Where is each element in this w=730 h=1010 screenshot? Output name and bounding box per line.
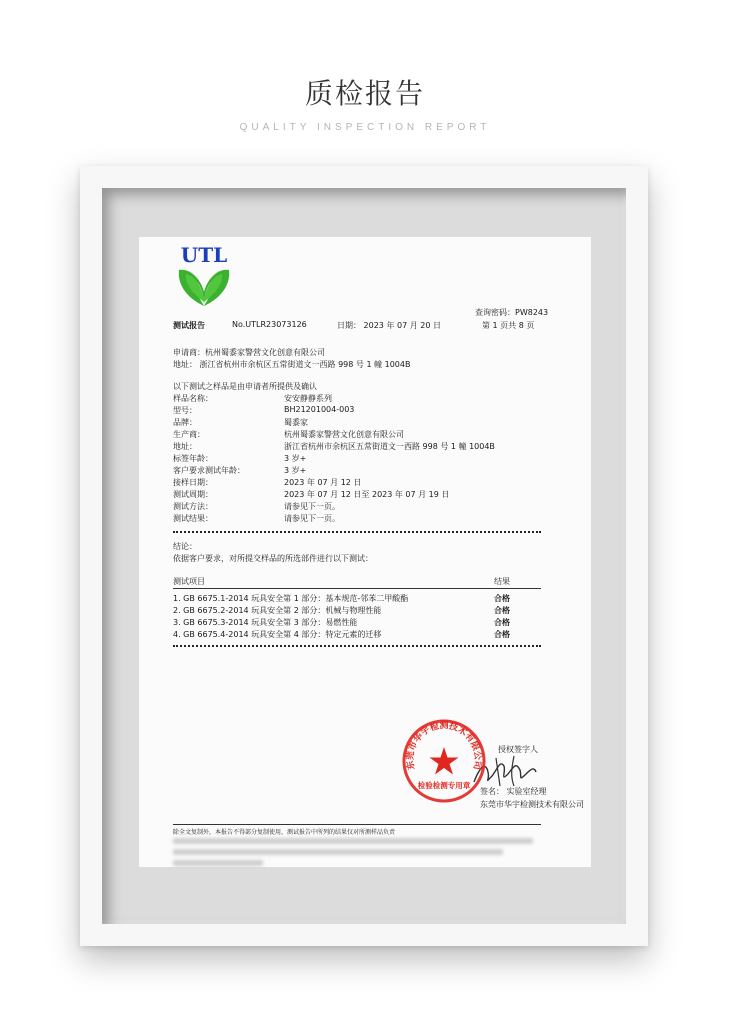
applicant-address: 地址： 浙江省杭州市余杭区五常街道文一西路 998 号 1 幢 1004B — [173, 360, 411, 369]
field-label: 测试结果： — [173, 514, 213, 523]
official-seal — [400, 717, 488, 805]
table-header-rule — [173, 588, 541, 589]
field-value: 安安静静系列 — [284, 394, 332, 403]
signer-role: 签名： 实验室经理 — [480, 787, 547, 796]
logo-text: UTL — [180, 243, 228, 267]
field-label: 测试方法： — [173, 502, 213, 511]
field-value: 杭州蜀黍家警营文化创意有限公司 — [284, 430, 404, 439]
seal-star-icon — [430, 747, 459, 775]
report-number: No.UTLR23073126 — [232, 320, 307, 329]
test-result: 合格 — [494, 606, 510, 615]
table-header-item: 测试项目 — [173, 577, 205, 586]
report-pages: 第 1 页共 8 页 — [482, 321, 535, 330]
field-value: BH21201004-003 — [284, 405, 355, 414]
field-label: 标签年龄： — [173, 454, 213, 463]
field-label: 测试周期： — [173, 490, 213, 499]
confirm-note: 以下测试之样品是由申请者所提供及确认 — [173, 382, 317, 391]
field-value: 蜀黍家 — [284, 418, 308, 427]
table-header-result: 结果 — [494, 577, 510, 586]
blurred-footer-line — [173, 849, 503, 855]
field-value: 3 岁+ — [284, 454, 307, 463]
field-label: 型号： — [173, 406, 197, 415]
field-value: 请参见下一页。 — [284, 514, 340, 523]
field-label: 生产商： — [173, 430, 205, 439]
field-value: 2023 年 07 月 12 日至 2023 年 07 月 19 日 — [284, 490, 450, 499]
test-result: 合格 — [494, 594, 510, 603]
applicant: 申请商：杭州蜀黍家警营文化创意有限公司 — [173, 348, 325, 357]
test-item: 2. GB 6675.2-2014 玩具安全第 2 部分：机械与物理性能 — [173, 606, 382, 615]
page-subtitle: QUALITY INSPECTION REPORT — [239, 122, 491, 133]
page-title: 质检报告 — [304, 77, 425, 110]
test-item: 1. GB 6675.1-2014 玩具安全第 1 部分：基本规范-邻苯二甲酸酯 — [173, 594, 409, 603]
dotted-divider — [173, 645, 541, 647]
test-result: 合格 — [494, 618, 510, 627]
dotted-divider — [173, 531, 541, 533]
query-code: 查询密码：PW8243 — [475, 308, 549, 317]
field-label: 地址： — [173, 442, 197, 451]
field-value: 2023 年 07 月 12 日 — [284, 478, 362, 487]
field-value: 浙江省杭州市余杭区五常街道文一西路 998 号 1 幢 1004B — [284, 442, 495, 451]
report-label: 测试报告 — [173, 321, 205, 330]
blurred-footer-line — [173, 838, 533, 844]
field-label: 品牌： — [173, 418, 197, 427]
signer-title: 授权签字人 — [498, 745, 538, 754]
field-label: 接样日期： — [173, 478, 213, 487]
test-item: 4. GB 6675.4-2014 玩具安全第 4 部分：特定元素的迁移 — [173, 630, 382, 639]
footer-note: 除全文复制外，本报告不得部分复制使用，测试报告中所列的结果仅对所测样品负责 — [173, 829, 396, 836]
seal-bottom-text: 检验检测专用章 — [417, 781, 471, 790]
company-name: 东莞市华宇检测技术有限公司 — [480, 800, 584, 809]
test-item: 3. GB 6675.3-2014 玩具安全第 3 部分：易燃性能 — [173, 618, 358, 627]
conclusion-text: 依据客户要求，对所提交样品的所选部件进行以下测试： — [173, 554, 373, 563]
seal-top-text: 东莞市华宇检测技术有限公司 — [405, 721, 483, 771]
field-label: 样品名称： — [173, 394, 213, 403]
report-date: 日期： 2023 年 07 月 20 日 — [337, 321, 441, 330]
field-value: 3 岁+ — [284, 466, 307, 475]
blurred-footer-line — [173, 860, 263, 866]
field-label: 客户要求测试年龄： — [173, 466, 245, 475]
test-result: 合格 — [494, 630, 510, 639]
footer-rule — [173, 824, 541, 825]
conclusion-title: 结论： — [173, 542, 197, 551]
field-value: 请参见下一页。 — [284, 502, 340, 511]
